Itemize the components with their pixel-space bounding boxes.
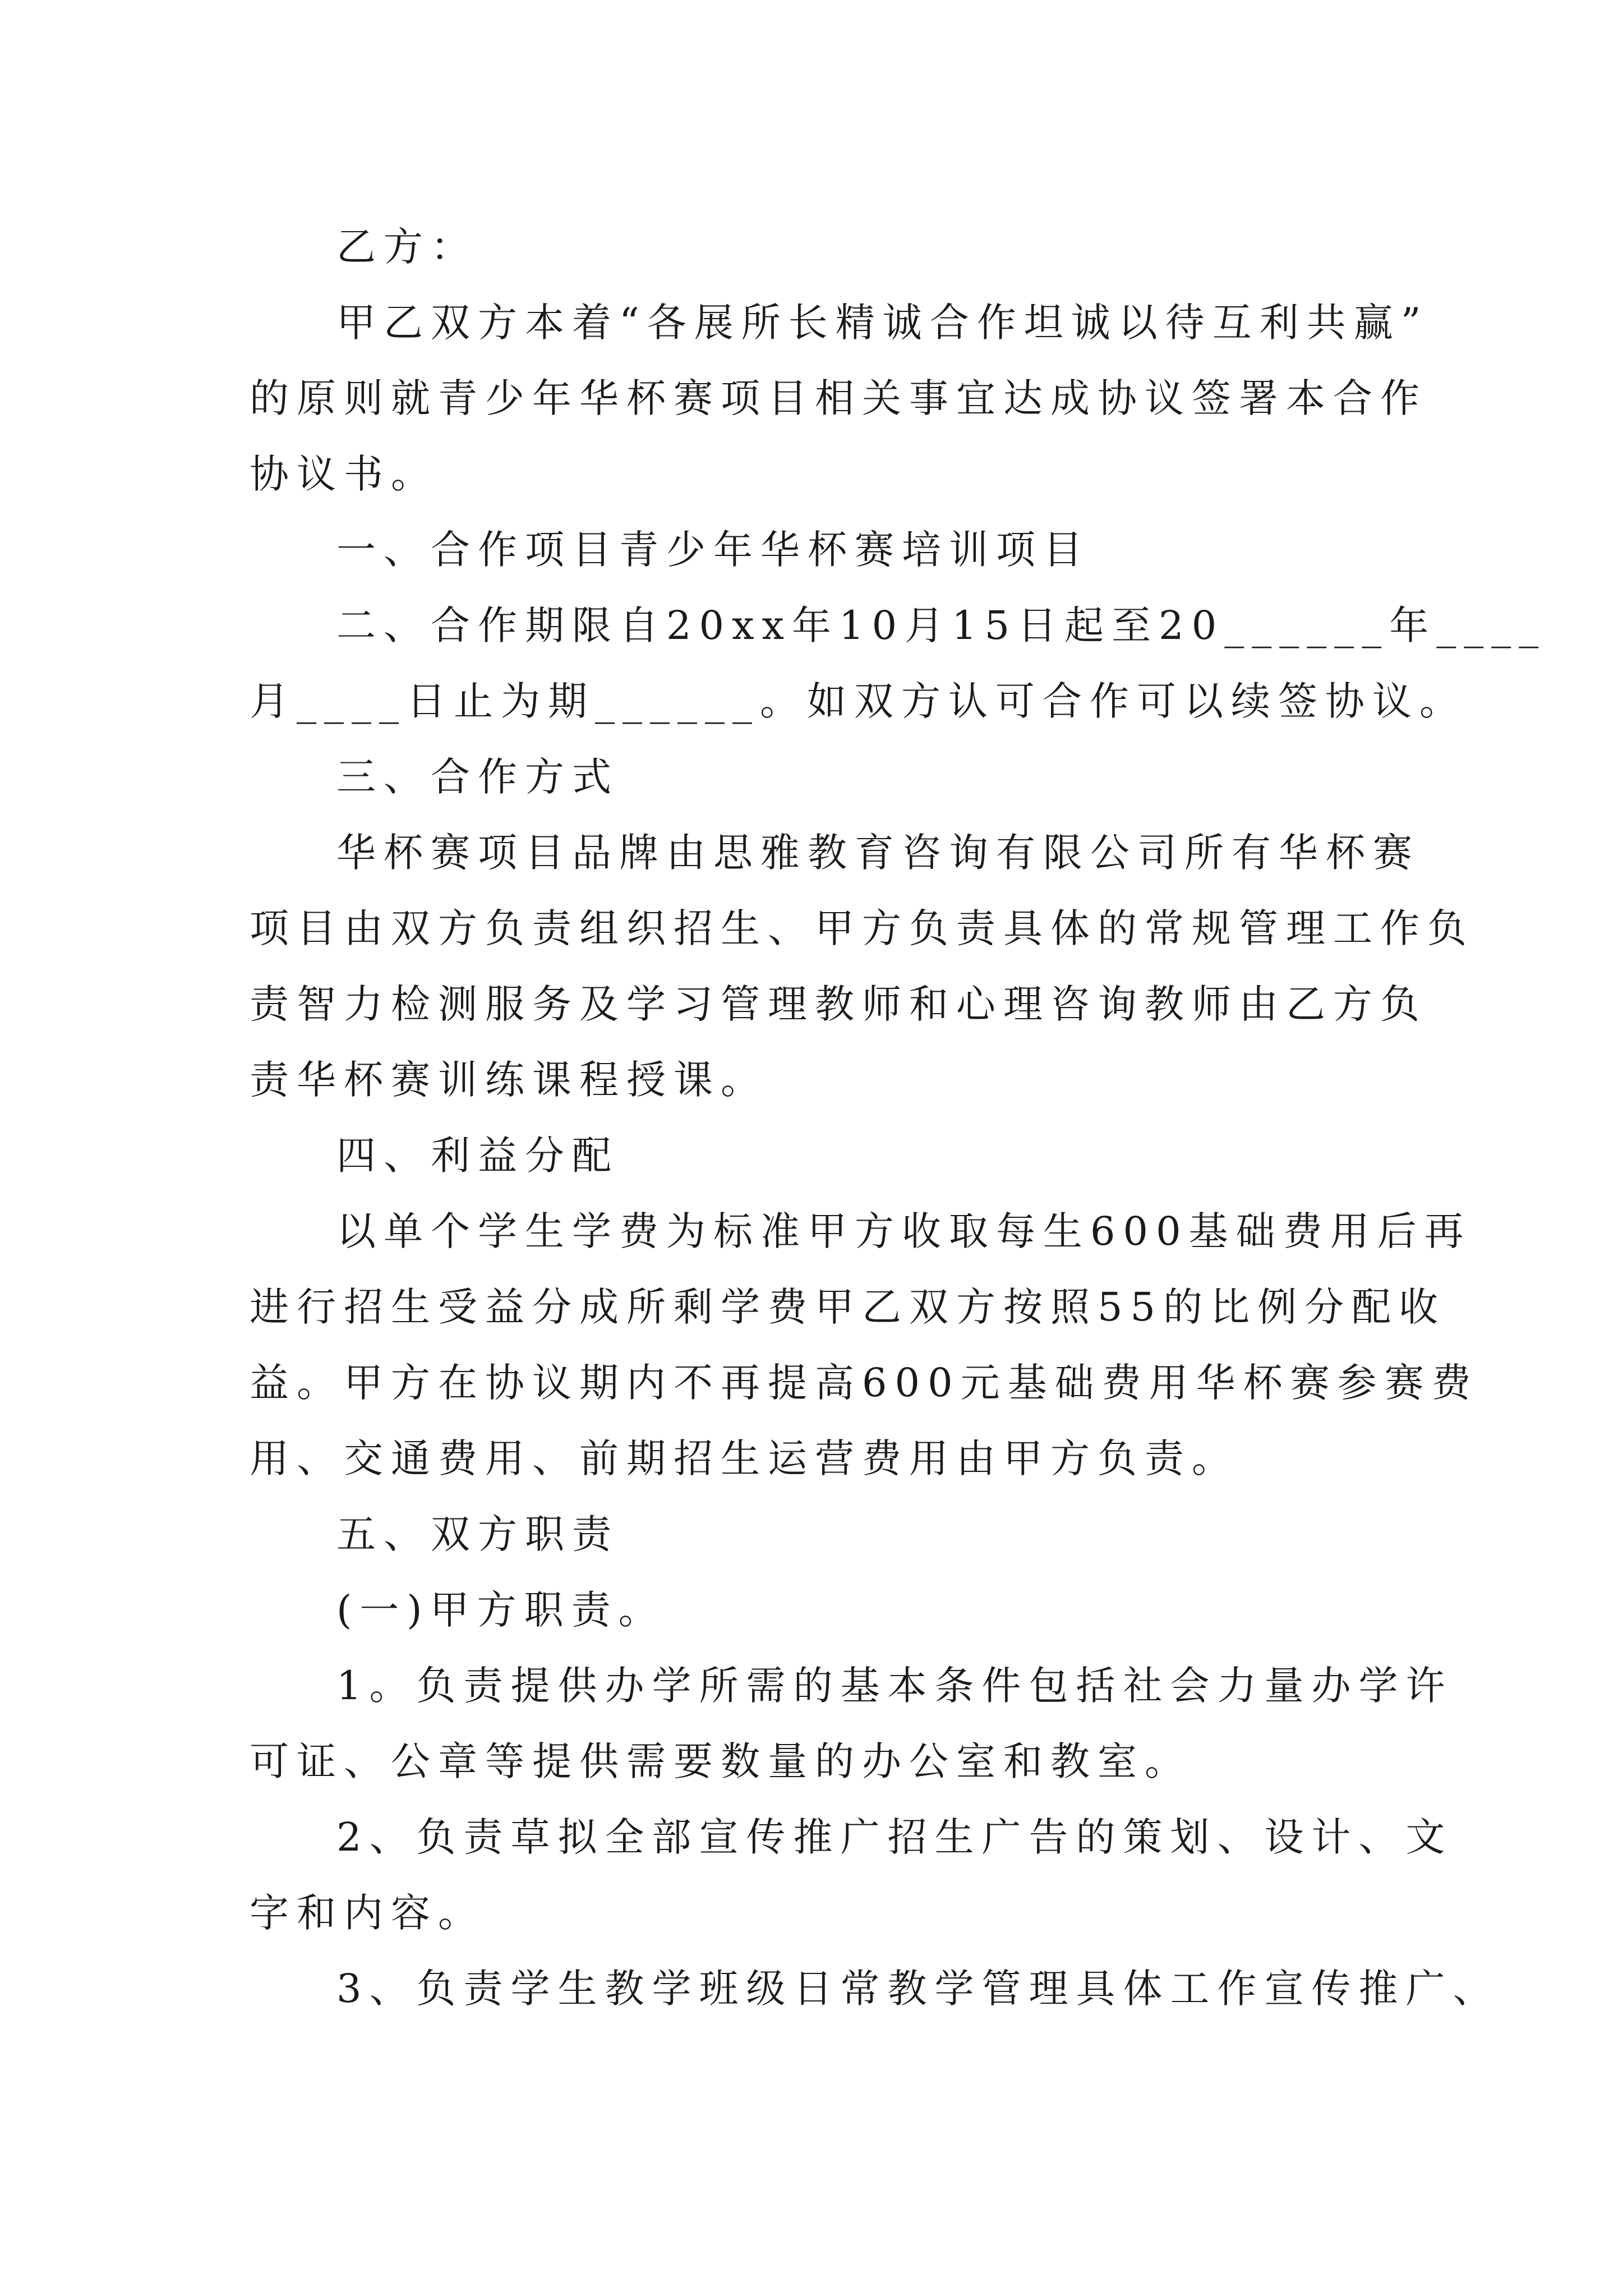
paragraph-line: 责智力检测服务及学习管理教师和心理咨询教师由乙方负 xyxy=(250,981,1427,1027)
paragraph-line: 的原则就青少年华杯赛项目相关事宜达成协议签署本合作 xyxy=(250,375,1427,421)
paragraph-line: 项目由双方负责组织招生、甲方负责具体的常规管理工作负 xyxy=(250,905,1474,951)
paragraph-line: 用、交通费用、前期招生运营费用由甲方负责。 xyxy=(250,1435,1239,1481)
list-item: 3、负责学生教学班级日常教学管理具体工作宣传推广、 xyxy=(336,1966,1500,2012)
paragraph-line: 以单个学生学费为标准甲方收取每生600基础费用后再 xyxy=(336,1208,1472,1254)
section-heading: 一、合作项目青少年华杯赛培训项目 xyxy=(336,527,1090,573)
list-item: 字和内容。 xyxy=(250,1890,485,1936)
subsection-heading: (一)甲方职责。 xyxy=(336,1587,666,1633)
paragraph-line: 责华杯赛训练课程授课。 xyxy=(250,1057,768,1103)
list-item: 可证、公章等提供需要数量的办公室和教室。 xyxy=(250,1738,1192,1784)
paragraph-line: 甲乙双方本着“各展所长精诚合作坦诚以待互利共赢” xyxy=(336,300,1429,346)
list-item: 1。负责提供办学所需的基本条件包括社会力量办学许 xyxy=(336,1663,1453,1709)
paragraph-line: 进行招生受益分成所剩学费甲乙双方按照55的比例分配收 xyxy=(250,1284,1446,1330)
paragraph-line: 华杯赛项目品牌由思雅教育咨询有限公司所有华杯赛 xyxy=(336,830,1420,876)
list-item: 2、负责草拟全部宣传推广招生广告的策划、设计、文 xyxy=(336,1814,1453,1860)
party-b-label: 乙方： xyxy=(336,224,478,270)
paragraph-line: 益。甲方在协议期内不再提高600元基础费用华杯赛参赛费 xyxy=(250,1360,1479,1406)
section-heading: 四、利益分配 xyxy=(336,1133,619,1179)
section-heading: 五、双方职责 xyxy=(336,1511,619,1557)
paragraph-line: 协议书。 xyxy=(250,451,438,497)
paragraph-line: 二、合作期限自20xx年10月15日起至20______年____ xyxy=(336,602,1547,648)
section-heading: 三、合作方式 xyxy=(336,754,619,800)
paragraph-line: 月____日止为期______。如双方认可合作可以续签协议。 xyxy=(250,678,1467,724)
